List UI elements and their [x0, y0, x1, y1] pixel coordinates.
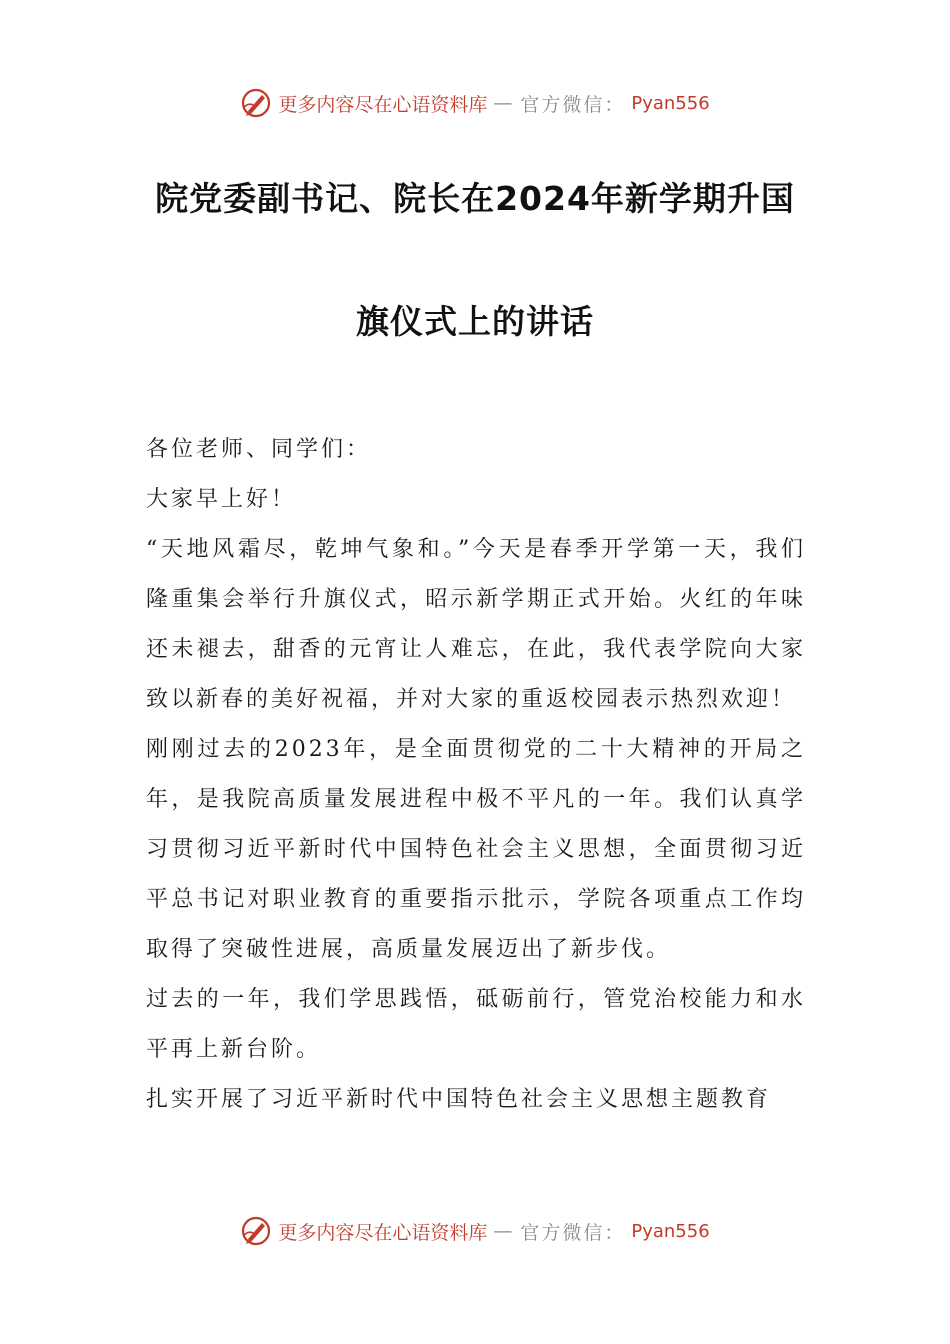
banner-text: 更多内容尽在心语资料库 [278, 93, 488, 116]
paragraph-theme-education: 扎实开展了习近平新时代中国特色社会主义思想主题教育 [146, 1087, 772, 1112]
wechat-id: Pyan556 [631, 92, 710, 114]
wechat-id: Pyan556 [631, 1220, 710, 1242]
pen-logo-icon [240, 1215, 272, 1247]
paragraph-review-2023: 刚刚过去的2023年，是全面贯彻党的二十大精神的开局之年，是我院高质量发展进程中极不平凡的一年。我们认真学习贯彻习近平新时代中国特色社会主义思想，全面贯彻习近平总书记对职业教育的重要指示批示，学院各项重点工作均取得了突破性进展，高质量发展迈出了新步伐。 [146, 737, 806, 962]
document-title-line1: 院党委副书记、院长在2024年新学期升国 [155, 179, 795, 218]
paragraph-salutation: 各位老师、同学们： [146, 437, 372, 462]
banner-text: 更多内容尽在心语资料库 [278, 1221, 488, 1244]
header-banner [0, 83, 950, 123]
paragraph-greeting: 大家早上好！ [146, 487, 297, 512]
document-body [146, 425, 806, 1125]
pen-logo-icon [240, 87, 272, 119]
banner-dash: — [493, 1220, 515, 1242]
paragraph-past-year: 过去的一年，我们学思践悟，砥砺前行，管党治校能力和水平再上新台阶。 [146, 987, 806, 1062]
wechat-label: 官方微信： [520, 1221, 626, 1244]
banner-dash: — [493, 92, 515, 114]
footer-banner [0, 1211, 950, 1251]
document-title-line2: 旗仪式上的讲话 [356, 302, 594, 341]
paragraph-opening: “天地风霜尽，乾坤气象和。”今天是春季开学第一天，我们隆重集会举行升旗仪式，昭示新学期正式开始。火红的年味还未褪去，甜香的元宵让人难忘，在此，我代表学院向大家致以新春的美好祝福，并对大家的重返校园表示热烈欢迎！ [146, 537, 806, 712]
wechat-label: 官方微信： [520, 93, 626, 116]
